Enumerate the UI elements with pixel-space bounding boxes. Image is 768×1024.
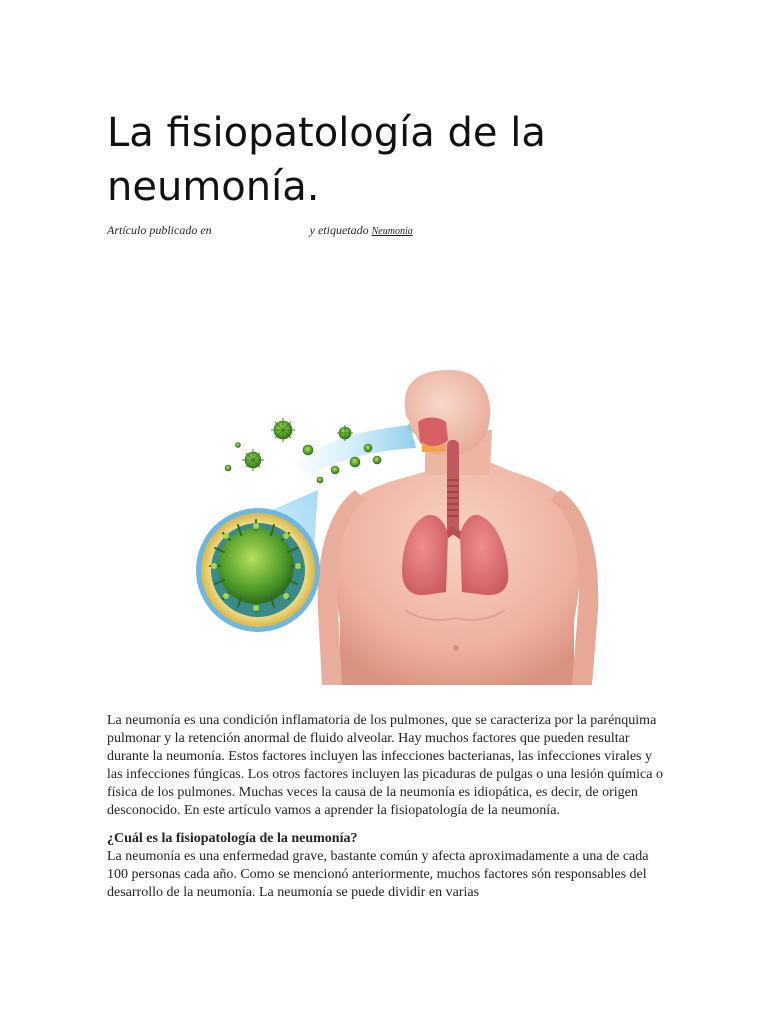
intro-paragraph: La neumonía es una condición inflamatoria de los pulmones, que se caracteriza por la parénquima pulmonar y la retención anormal de fluido alveolar. Hay muchos factores que pueden resultar durante la neumonía. Estos factores incluyen las infecciones bacterianas, las infecciones virales y las infecciones fúngicas. Los otros factores incluyen las picaduras de pulgas o una lesión química o física de los pulmones. Muchas veces la causa de la neumonía es idiopática, es decir, de origen desconocido. En este artículo vamos a aprender la fisiopatología de la neumonía. bbox=[107, 713, 663, 818]
pneumonia-illustration bbox=[190, 330, 600, 685]
article-meta bbox=[107, 222, 667, 240]
pneumonia-illustration-icon bbox=[190, 330, 600, 685]
tag-link[interactable]: Neumonia bbox=[371, 226, 413, 237]
article-body bbox=[107, 712, 667, 902]
article-title: La fisiopatología de la neumonía. bbox=[107, 110, 546, 210]
tagged-label: y etiquetado bbox=[309, 223, 369, 237]
section-paragraph: La neumonía es una enfermedad grave, bastante común y afecta aproximadamente a una de cada 100 personas cada año. Como se mencionó anteriormente, muchos factores són responsables del desarrollo de la neumonía. La neumonía se puede dividir en varias bbox=[107, 849, 649, 900]
section-heading: ¿Cuál es la fisiopatología de la neumonía? bbox=[107, 831, 358, 846]
section-fisiopatologia bbox=[107, 830, 667, 902]
published-label: Artículo publicado en bbox=[107, 223, 212, 237]
